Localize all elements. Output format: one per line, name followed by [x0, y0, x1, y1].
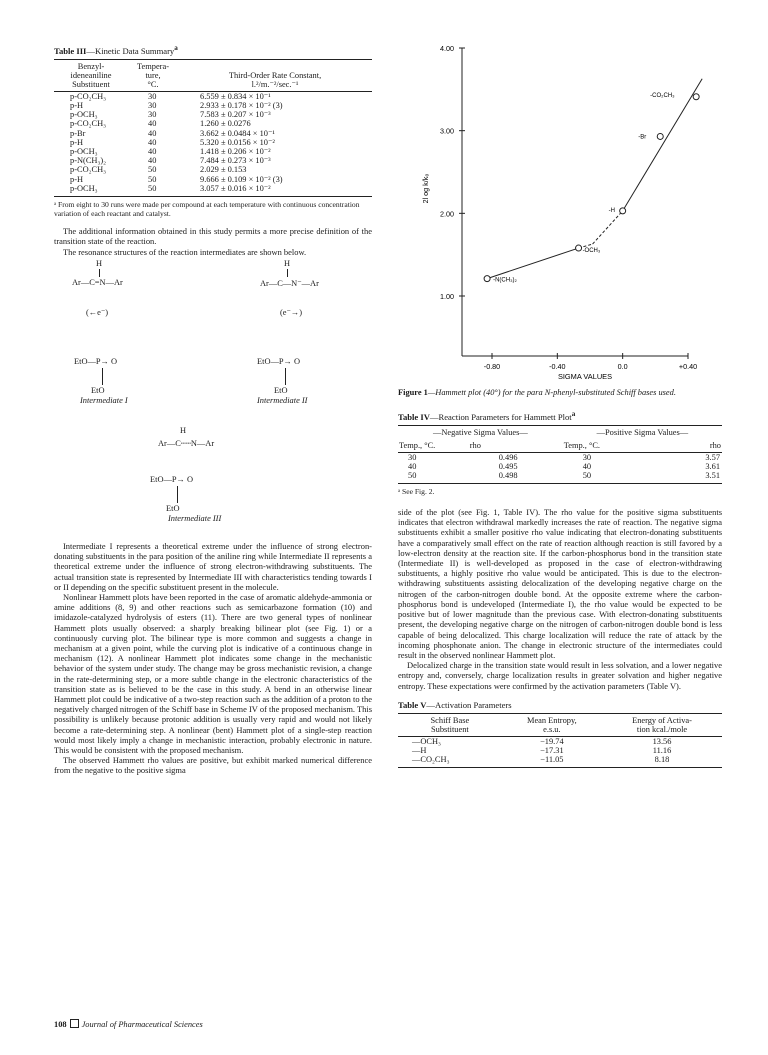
- x-tick-label: -0.40: [549, 362, 566, 371]
- table3-header: Benzyl- ideneaniline Substituent: [70, 61, 112, 89]
- table3-row-cell: 50: [148, 183, 157, 193]
- table4-footnote: ᵃ See Fig. 2.: [398, 487, 435, 497]
- data-point: [620, 208, 626, 214]
- y-tick-label: 3.00: [440, 126, 454, 136]
- bond-line: [285, 368, 286, 385]
- table3-row-cell: 30: [148, 110, 157, 120]
- x-axis-label: SIGMA VALUES: [557, 372, 613, 381]
- h-atom: H: [284, 258, 291, 268]
- table3-row-cell: 9.666 ± 0.109 × 10⁻² (3): [200, 174, 283, 184]
- table3-row-cell: 7.484 ± 0.273 × 10⁻³: [200, 156, 271, 166]
- electron-arrow-1: (←e⁻): [86, 307, 109, 317]
- table4-row-cell: 0.498: [498, 471, 518, 481]
- point-label: -CO₂CH₃: [650, 92, 675, 99]
- x-tick-label: +0.40: [678, 362, 698, 371]
- table3-row-cell: p-H: [70, 101, 84, 111]
- table5-caption: Table V—Activation Parameters: [398, 699, 512, 710]
- ethoxy-1: EtO: [91, 385, 105, 395]
- table4-row: [398, 462, 722, 471]
- table3-row-cell: 7.583 ± 0.207 × 10⁻³: [200, 110, 271, 120]
- bond-line: [177, 486, 178, 503]
- table3-row: [54, 147, 372, 156]
- y-tick-label: 4.00: [440, 44, 454, 53]
- x-tick-label: 0.0: [617, 362, 628, 371]
- paragraph: The observed Hammett rho values are positive, but exhibit marked numerical difference from the negative to the positive sigma: [54, 755, 372, 776]
- table3-row-cell: p-OCH₃: [70, 183, 98, 193]
- table5-row-cell: −19.74: [540, 736, 564, 746]
- table5-row: [398, 746, 722, 755]
- structure-1: Ar—C=N—Ar: [72, 277, 123, 287]
- paragraph: The resonance structures of the reaction intermediates are shown below.: [63, 246, 307, 257]
- table3-row: [54, 156, 372, 165]
- table3-row-cell: p-CO₂CH₃: [70, 91, 107, 101]
- data-point: [693, 94, 699, 100]
- table4-row-cell: 50: [408, 471, 417, 481]
- structure-3: Ar—C┄┄N—Ar: [158, 438, 215, 448]
- y-axis-label: 2l og k/k₀: [421, 173, 430, 204]
- electron-arrow-2: (e⁻→): [280, 307, 303, 317]
- phosphonate-3: EtO—P→ O: [150, 474, 194, 484]
- table4-subheader: Temp., °C.: [563, 440, 600, 450]
- table3-body: [54, 91, 372, 193]
- table3-row: [54, 165, 372, 174]
- table3-row-cell: 5.320 ± 0.0156 × 10⁻²: [200, 137, 275, 147]
- table3-row-cell: 40: [148, 147, 157, 157]
- table3-row: [54, 119, 372, 128]
- table5-header: Schiff Base Substituent: [430, 715, 470, 734]
- table5-row: [398, 755, 722, 764]
- table3-row-cell: 6.559 ± 0.834 × 10⁻¹: [200, 91, 271, 101]
- table5-row-cell: 13.56: [652, 736, 672, 746]
- table3-bottom-rule: [54, 193, 372, 197]
- table3-row-cell: 30: [148, 91, 157, 101]
- table4-row-cell: 30: [582, 452, 592, 462]
- table5-bottom-rule: [398, 764, 722, 768]
- table3-row-cell: p-H: [70, 174, 84, 184]
- table3-row-cell: 50: [148, 174, 157, 184]
- bond-line: [102, 368, 103, 385]
- y-tick-label: 2.00: [440, 209, 454, 219]
- table3-row-cell: 50: [148, 165, 157, 175]
- ethoxy-2: EtO: [274, 385, 288, 395]
- table3-row-cell: p-OCH₃: [70, 147, 98, 157]
- table5-header: Energy of Activa- tion kcal./mole: [632, 715, 692, 734]
- table5-row-cell: 8.18: [654, 755, 670, 765]
- table5-row-cell: —OCH₃: [412, 736, 441, 746]
- data-point: [657, 133, 663, 139]
- table4-row: [398, 471, 722, 480]
- table4-row-cell: 0.496: [498, 452, 518, 462]
- hammett-plot: [398, 38, 722, 386]
- intermediate-2-label: Intermediate II: [257, 395, 308, 405]
- table4-subheader: rho: [709, 440, 721, 450]
- table3-row-cell: 1.418 ± 0.206 × 10⁻²: [200, 147, 271, 157]
- table3-row-cell: 40: [148, 137, 157, 147]
- table3-header: Third-Order Rate Constant, l.²/m.⁻²/sec.⁻¹: [228, 70, 322, 89]
- table4-bottom-rule: [398, 480, 722, 484]
- table3-row-cell: 40: [148, 128, 157, 138]
- table4-group-header: —Positive Sigma Values—: [596, 427, 689, 437]
- paragraph: Delocalized charge in the transition state would result in less solvation, and a lower negative entropy and, conversely, charge localization results in greater solvation and higher negative entropy. These expectations were confirmed by the activation parameters (Table V).: [398, 660, 722, 691]
- table3-caption: Table III—Kinetic Data Summary$^a$: [54, 44, 178, 56]
- table5-row-cell: —CO₂CH₃: [412, 755, 450, 765]
- table4-body: [398, 452, 722, 480]
- square-icon: [70, 1019, 79, 1028]
- table4-subheader: rho: [469, 440, 481, 450]
- table3-row-cell: p-H: [70, 137, 84, 147]
- table4: [398, 425, 722, 481]
- data-point: [484, 276, 490, 282]
- ethoxy-3: EtO: [166, 503, 180, 513]
- fit-line-negative: [487, 248, 578, 279]
- table4-row-cell: 40: [582, 462, 592, 472]
- point-label: -OCH₃: [582, 248, 601, 255]
- table4-row-cell: 30: [408, 452, 417, 462]
- paragraph: Nonlinear Hammett plots have been reported in the case of aromatic aldehyde-ammonia or amine additions (8, 9) and other reactions such as semicarbazone formation (10) and imidazole-catalyzed hydrolysis of esters (11). There are two general types of nonlinear Hammett plots usually observed: a sharply breaking bilinear plot (see Fig. 1) or a continuously curving plot. The bilinear type is more common and suggests a change in mechanism at a given point, while the curving plot is indicative of a continuous change in mechanism (12). A nonlinear Hammett plot indicates some change in the mechanistic behavior of the system under study. The change may be gross mechanistic revision, a change in the rate-determining step, or a more subtle change in the electronic characteristics of the transition state as is believed to be the case in this study. A bend in an otherwise linear Hammett plot could be indicative of a two-step reaction such as the addition of a proton to the negatively charged nitrogen of the Schiff base in Scheme IV of the proposed mechanism. This possibility is unlikely because protonic addition is usually very rapid and would not likely become a rate-determining step. A nonlinear (bent) Hammett plot of a single-step reaction would most likely imply a change in mechanistic interaction, probably electronic in nature. This would be consistent with the proposed mechanism.: [54, 591, 372, 755]
- table3-row: [54, 184, 372, 193]
- left-column: [54, 44, 372, 776]
- bond-line: [287, 269, 288, 277]
- table3-row-cell: 30: [148, 101, 157, 111]
- h-atom: H: [96, 258, 103, 268]
- structure-2: Ar—C—N⁻—Ar: [260, 278, 319, 288]
- table5-row-cell: −17.31: [540, 745, 564, 755]
- paragraph: The additional information obtained in this study permits a more precise definition of the transition state of the reaction.: [54, 226, 372, 247]
- resonance-structures: [54, 257, 372, 541]
- table5-row-cell: 11.16: [652, 745, 672, 755]
- table4-row-cell: 0.495: [498, 462, 518, 472]
- table3-row: [54, 91, 372, 101]
- table5-row-cell: —H: [412, 745, 427, 755]
- table3-row-cell: p-N(CH₃)₂: [70, 156, 107, 166]
- table4-row-cell: 3.51: [705, 471, 720, 481]
- table3-row-cell: 2.933 ± 0.178 × 10⁻² (3): [200, 101, 283, 111]
- intermediate-1-label: Intermediate I: [80, 395, 128, 405]
- table4-row-cell: 50: [582, 471, 592, 481]
- table4-row-cell: 3.57: [705, 452, 720, 462]
- bond-line: [99, 269, 100, 277]
- right-column: [398, 38, 722, 768]
- table3-row-cell: 1.260 ± 0.0276: [200, 119, 251, 129]
- table3: [54, 59, 372, 193]
- table4-group-header: —Negative Sigma Values—: [432, 427, 528, 437]
- table3-row-cell: 3.662 ± 0.0484 × 10⁻¹: [200, 128, 275, 138]
- point-label: -Br: [638, 134, 647, 141]
- table5: [398, 713, 722, 765]
- table5-row-cell: −11.05: [540, 755, 564, 765]
- table3-row-cell: p-CO₂CH₃: [70, 119, 107, 129]
- table3-row: [54, 101, 372, 110]
- table3-row-cell: 2.029 ± 0.153: [200, 165, 247, 175]
- table5-header: Mean Entropy, e.s.u.: [527, 715, 577, 734]
- y-tick-label: 1.00: [440, 292, 454, 301]
- paragraph: side of the plot (see Fig. 1, Table IV). The rho value for the positive sigma substituents indicates that electron withdrawal markedly increases the rate of reaction. The negative sigma substituents exhibit a smaller positive rho value indicating that electron-donating substituents have a comparatively small effect on the rate of reaction although reaction is still favored by a low-electron density at the reaction site. If the carbon-phosphorus bond in the transition state (Intermediate II) is well-developed as proposed in the case of electron-withdrawing substituents, a highly positive rho value would be anticipated. This is due to the electron-withdrawing substituents assisting delocalization of the developing negative charge on the nitrogen of the carbon-nitrogen double bond. At the opposite extreme where the carbon-phosphorus bond is undeveloped (Intermediate I), the rho value would be expected to be positive but of lower magnitude than the previous case. With electron-donating substituents present, the developing negative charge on the nitrogen of carbon-nitrogen double bond is less capable of being delocalized. This charge localization will reduce the rate of attack by the incoming phosphonate anion. The change in electronic structure of the intermediates could result in the observed nonlinear Hammett plot.: [398, 507, 722, 660]
- table4-row-cell: 40: [408, 462, 417, 472]
- table3-row: [54, 175, 372, 184]
- table3-row: [54, 129, 372, 138]
- x-tick-label: -0.80: [483, 362, 501, 371]
- paragraph: Intermediate I represents a theoretical extreme under the influence of strong electron-donating substituents in the para position of the aniline ring while Intermediate II represents a theoretical extreme under the influence of strong electron-withdrawing substituents. The actual transition state is represented by Intermediate III with characteristics tending towards I or II depending on the specific substituent present in the molecule.: [54, 540, 372, 592]
- point-label: -H: [608, 207, 616, 214]
- h-atom: H: [180, 425, 187, 435]
- table3-row-cell: 3.057 ± 0.016 × 10⁻²: [200, 183, 271, 193]
- table4-caption: Table IV—Reaction Parameters for Hammett Plot$^a$: [398, 410, 576, 422]
- table5-row: [398, 736, 722, 746]
- table4-row-cell: 3.61: [705, 462, 720, 472]
- table3-row: [54, 110, 372, 119]
- data-point: [576, 245, 582, 251]
- table3-header: Tempera- ture, °C.: [137, 61, 169, 89]
- point-label: -N(CH₃)₂: [493, 277, 517, 284]
- chart-marks: [484, 79, 702, 284]
- figure-caption: Figure 1—Hammett plot (40°) for the para N-phenyl-substituted Schiff bases used.: [398, 388, 676, 397]
- table3-row-cell: p-OCH₃: [70, 110, 98, 120]
- phosphonate-1: EtO—P→ O: [74, 356, 118, 366]
- intermediate-3-label: Intermediate III: [168, 513, 222, 523]
- table3-row-cell: 40: [148, 156, 157, 166]
- table3-row: [54, 138, 372, 147]
- page-footer: 108 Journal of Pharmaceutical Sciences: [54, 1020, 203, 1029]
- phosphonate-2: EtO—P→ O: [257, 356, 301, 366]
- table3-footnote: ᵃ From eight to 30 runs were made per compound at each temperature with continuous concentration variation of each reactant and catalyst.: [54, 200, 360, 218]
- table3-row-cell: p-CO₂CH₃: [70, 165, 107, 175]
- table4-row: [398, 452, 722, 462]
- table3-row-cell: p-Br: [70, 128, 86, 138]
- fit-line-dashed: [593, 211, 623, 244]
- table5-body: [398, 736, 722, 764]
- table4-subheader: Temp., °C.: [399, 440, 436, 450]
- hammett-figure: [398, 38, 722, 386]
- table3-row-cell: 40: [148, 119, 157, 129]
